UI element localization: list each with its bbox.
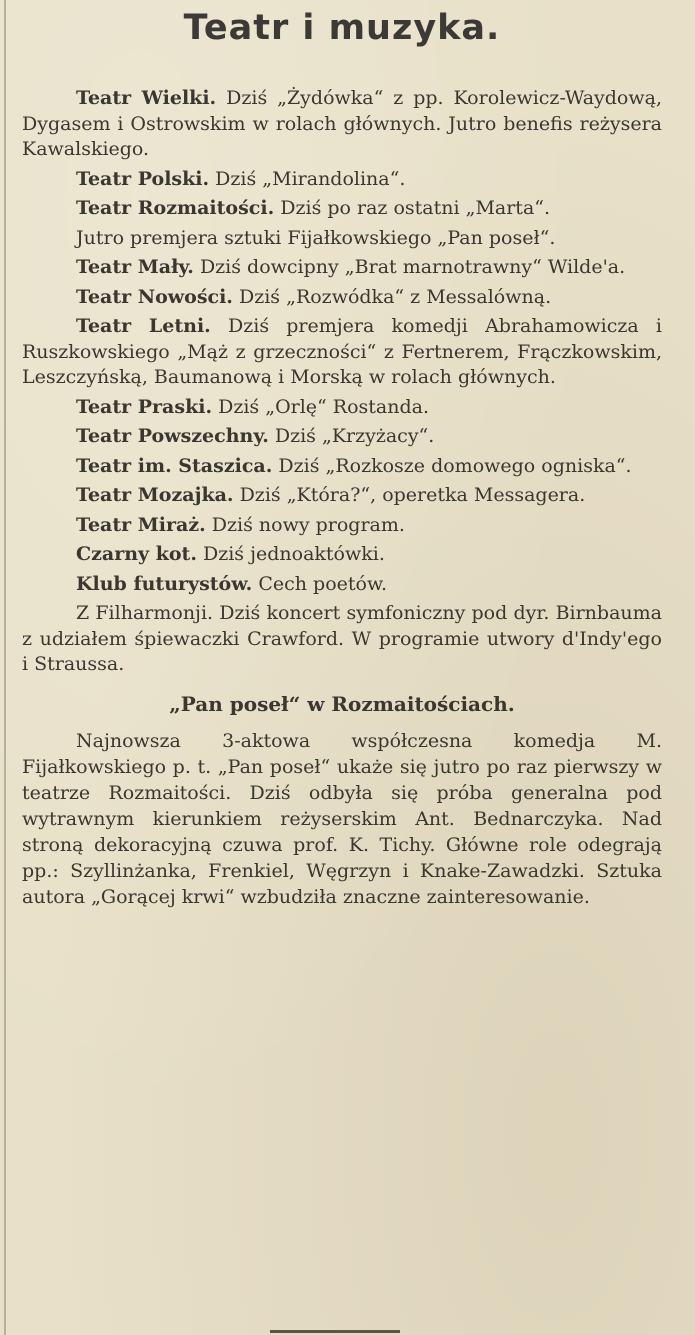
listing-item <box>22 483 662 509</box>
listing-item <box>22 196 662 222</box>
listing-name: Teatr Praski. <box>76 395 213 418</box>
listing-item <box>22 285 662 311</box>
listing-text: Dziś „Rozkosze domowego ogniska“. <box>278 454 632 477</box>
listing-name: Teatr Powszechny. <box>76 425 269 447</box>
listing-name: Teatr Miraż. <box>76 513 206 536</box>
listing-text: Dziś „Rozwódka“ z Messalówną. <box>238 285 552 308</box>
listing-text: Cech poetów. <box>258 572 387 595</box>
article-headline: „Pan poseł“ w Rozmaitościach. <box>169 691 515 716</box>
listing-item <box>22 572 662 598</box>
listing-text: Dziś „Krzyżacy“. <box>274 425 435 447</box>
listing-text: Dziś premjera komedji Abrahamowicza i Ruszkowskiego „Mąż z grzeczności“ z Fertnerem, Frączkowskim, Leszczyńską, Baumanową i Morską w rolach głównych. <box>22 315 662 388</box>
listing-name: Teatr Mozajka. <box>76 484 234 506</box>
listing-text: Dziś po raz ostatni „Marta“. <box>280 197 551 219</box>
listing-name: Teatr Mały. <box>76 256 194 278</box>
listing-item <box>22 454 662 480</box>
listing-text: Dziś nowy program. <box>211 513 405 536</box>
listing-item <box>22 424 662 450</box>
listing-item <box>22 542 662 568</box>
listing-item <box>22 167 662 193</box>
listing-text: Dziś dowcipny „Brat marnotrawny“ Wilde'a. <box>199 256 626 278</box>
listing-text: Dziś „Orlę“ Rostanda. <box>218 395 430 418</box>
listing-text: Dziś jednoaktówki. <box>202 543 385 565</box>
listing-name: Teatr Rozmaitości. <box>76 197 275 219</box>
listing-text: Jutro premjera sztuki Fijałkowskiego „Pan poseł“. <box>76 226 556 249</box>
article-body: Najnowsza 3-aktowa współczesna komedja M. Fijałkowskiego p. t. „Pan poseł“ ukaże się jutro po raz pierwszy w teatrze Rozmaitości. Dziś odbyła się próba generalna pod wytrawnym kierunkiem reżyserskim Ant. Bednarczyka. Nad stroną dekoracyjną czuwa prof. K. Tichy. Główne role odegrają pp.: Szyllinżanka, Frenkiel, Węgrzyn i Knake-Zawadzki. Sztuka autora „Gorącej krwi“ wzbudziła znaczne zainteresowanie. <box>22 729 662 908</box>
listing-item <box>22 601 662 678</box>
article-column <box>22 6 662 910</box>
listing-name: Teatr im. Staszica. <box>76 454 273 477</box>
bottom-divider <box>270 1330 400 1333</box>
listings <box>22 86 662 678</box>
listing-name: Teatr Letni. <box>76 315 211 337</box>
listing-name: Teatr Nowości. <box>76 285 233 308</box>
listing-name: Teatr Polski. <box>76 167 210 190</box>
column-margin-line <box>4 0 6 1335</box>
listing-item <box>22 513 662 539</box>
listing-item <box>22 86 662 163</box>
listing-text: Dziś „Żydówka“ z pp. Korolewicz-Waydową, Dygasem i Ostrowskim w rolach głównych. Jutro benefis reżysera Kawalskiego. <box>22 87 662 160</box>
listing-name: Klub futurystów. <box>76 572 253 595</box>
listing-item <box>22 226 662 252</box>
listing-name: Teatr Wielki. <box>76 87 217 109</box>
section-title: Teatr i muzyka. <box>183 8 501 48</box>
listing-text: Z Filharmonji. Dziś koncert symfoniczny pod dyr. Birnbauma z udziałem śpiewaczki Crawford. W programie utwory d'Indy'ego i Straussa. <box>22 602 662 675</box>
listing-item <box>22 395 662 421</box>
listing-item <box>22 255 662 281</box>
listing-text: Dziś „Mirandolina“. <box>215 167 406 190</box>
listing-text: Dziś „Która?“, operetka Messagera. <box>239 484 586 506</box>
listing-item <box>22 314 662 391</box>
listing-name: Czarny kot. <box>76 543 197 565</box>
